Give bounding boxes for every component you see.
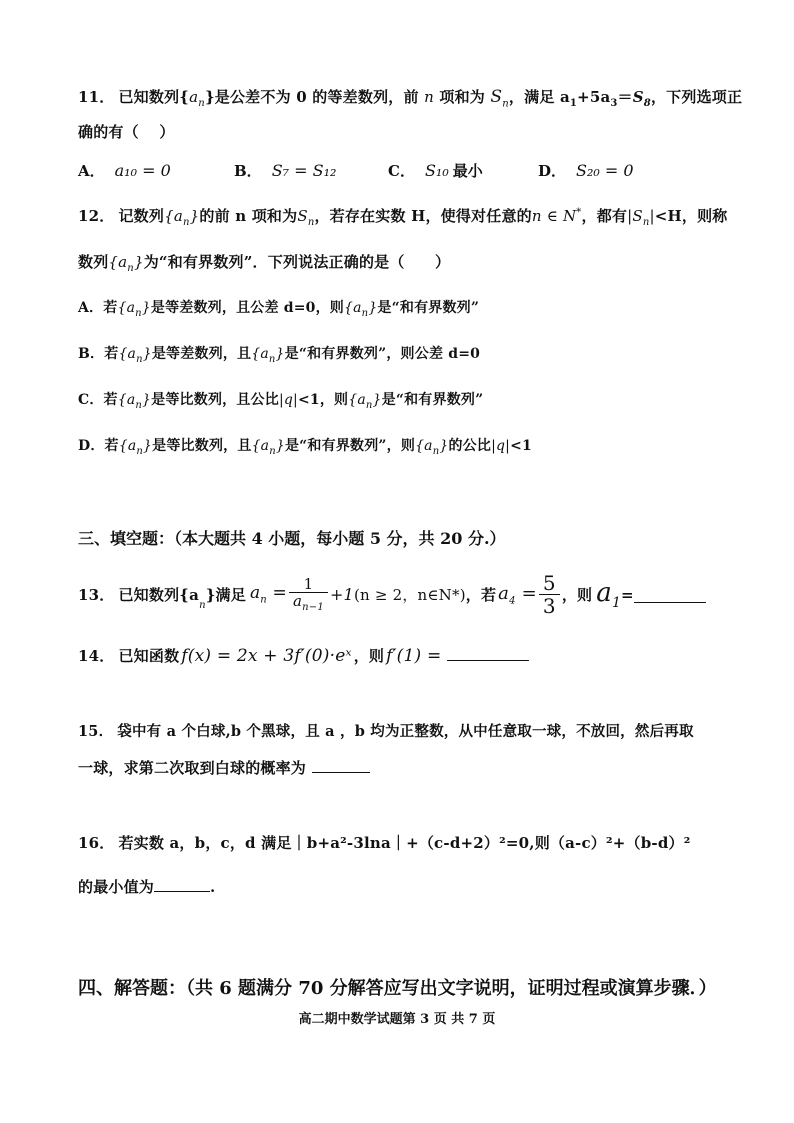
page-footer: 高二期中数学试题第 3 页 共 7 页 (298, 1012, 496, 1027)
q12-option-a: A．若$\{a_n\}$是等差数列，且公差 d=0，则$\{a_n\}$是“和有界数列” (78, 300, 480, 319)
q16-answer-blank (154, 877, 210, 892)
question-13: 13． 已知数列{a n }满足 $a_n$ = $\frac{1}{a_{n-1}}$ +1 (n ≥ 2，n∈N*) ，若 $a_4$ = $\frac{5}{3}$ ，则 $a_1$ = (78, 572, 706, 617)
q13-recurrence-fraction: $\frac{1}{a_{n-1}}$ (289, 576, 328, 614)
question-16-line-1: 16． 若实数 a，b，c，d 满足｜b+a²-3lna｜+（c-d+2）²=0,则（a-c）²+（b-d）² (78, 834, 691, 852)
question-12-line-1: 12． 记数列$\{a_n\}$的前 n 项和为$S_n$，若存在实数 H，使得对任意的n ∈ N*，都有$|S_n|<H$，则称 (78, 207, 728, 228)
q12-option-d: D．若$\{a_n\}$是等比数列，且$\{a_n\}$是“和有界数列”，则$\{a_n\}$的公比|q|<1 (78, 438, 532, 457)
q15-answer-blank (312, 758, 370, 773)
q13-answer-blank (634, 586, 706, 603)
q11-option-c: C． S₁₀ 最小 (388, 161, 483, 180)
question-11-line-1: 11． 已知数列$\{a_n\}$是公差不为 0 的等差数列，前 n 项和为 $S_n$，满足 $a_1+5a_3=S_8$，下列选项正 (78, 87, 743, 110)
question-12-line-2: 数列$\{a_n\}$为“和有界数列”．下列说法正确的是（ ） (78, 253, 451, 274)
section-4-heading: 四、解答题：（共 6 题满分 70 分解答应写出文字说明，证明过程或演算步骤．） (78, 978, 717, 999)
q14-answer-blank (447, 646, 529, 661)
q12-option-b: B．若$\{a_n\}$是等差数列，且$\{a_n\}$是“和有界数列”，则公差 d=0 (78, 346, 481, 365)
q11-option-b: B． S₇ = S₁₂ (234, 161, 337, 180)
question-14: 14． 已知函数 f(x) = 2x + 3f′(0)·eˣ ，则 f′(1) = (78, 645, 529, 666)
q13-value-fraction: $\frac{5}{3}$ (539, 572, 560, 617)
question-11-line-2: 确的有（ ） (78, 123, 175, 141)
question-15-line-2: 一球，求第二次取到白球的概率为 (78, 757, 370, 778)
question-16-line-2: 的最小值为 . (78, 878, 216, 896)
q12-option-c: C．若$\{a_n\}$是等比数列，且公比|q|<1，则$\{a_n\}$是“和有界数列” (78, 392, 484, 411)
q11-option-a: A． a₁₀ = 0 (78, 161, 171, 180)
section-3-heading: 三、填空题：（本大题共 4 小题，每小题 5 分，共 20 分.） (78, 529, 506, 548)
question-15-line-1: 15． 袋中有 a 个白球,b 个黑球，且 a ，b 均为正整数，从中任意取一球，不放回，然后再取 (78, 723, 694, 740)
q11-option-d: D． S₂₀ = 0 (538, 161, 634, 180)
